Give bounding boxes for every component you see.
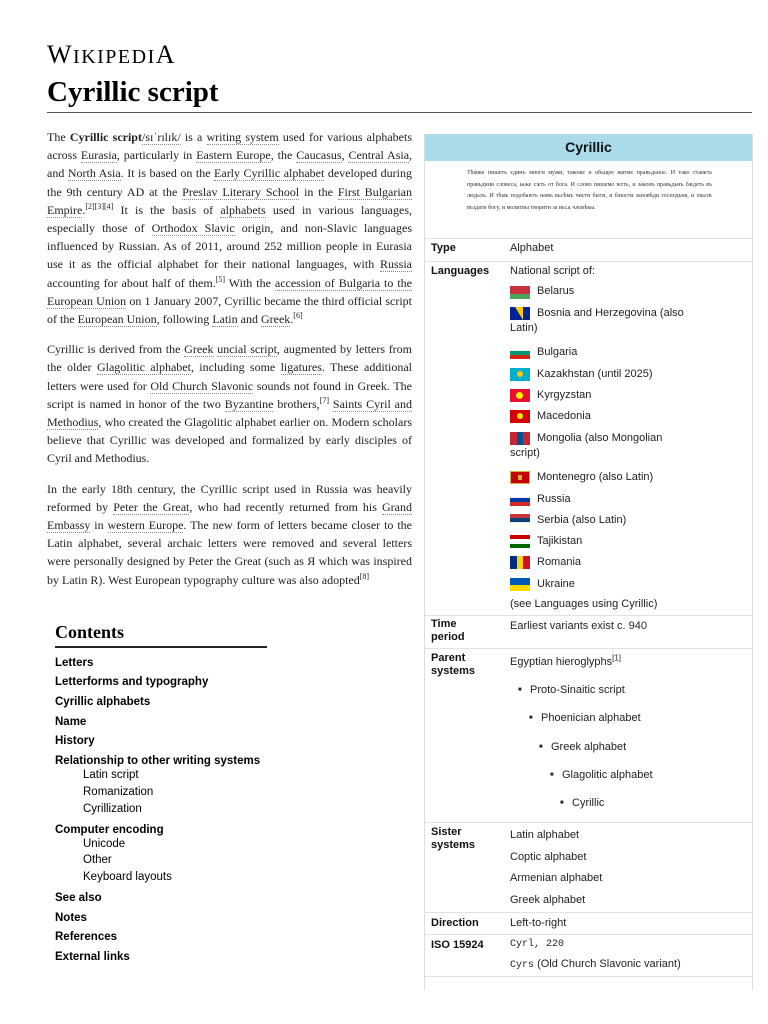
link-grand-embassy[interactable]: Grand Embassy — [47, 499, 412, 533]
cyrillic-sample-image[interactable]: Тѣмже пишеть єдинъ многи мужи, такоже и обьщее житие правьдьное. И тако стаѭть правьдини словеса, ѩже сѫть от бога. И слово пишемо ѥсть, и законъ правьдьнъ бѫдеть въ людьхъ. И тѣмь подобаѥть намъ вьсѣмъ чисти быти, и блюсти заповѣди господьня, и хвалѫ въздати богу, и молитвы творити за вьсѧ чловѣкы. — [467, 170, 712, 211]
link-latin[interactable]: Latin — [212, 312, 238, 327]
row-divider — [425, 615, 752, 616]
iso-code: Cyrl, 220 — [510, 939, 565, 950]
link-european-union[interactable]: European Union — [77, 312, 157, 327]
toc-item[interactable]: Letterforms and typography — [55, 676, 209, 688]
languages-note[interactable]: (see Languages using Cyrillic) — [510, 598, 658, 610]
toc-item[interactable]: External links — [55, 951, 130, 963]
toc-item[interactable]: Computer encoding — [55, 824, 164, 836]
language-item-cont: script) — [510, 447, 540, 459]
toc-subitem[interactable]: Keyboard layouts — [83, 871, 172, 883]
row-divider — [425, 912, 752, 913]
link-uncial-script[interactable]: uncial script — [217, 342, 277, 357]
language-item[interactable]: Macedonia — [537, 410, 591, 422]
link-writing-system[interactable]: writing system — [206, 130, 279, 144]
intro-paragraph: The Cyrillic script/sɪˈrɪlɪk/ is a writing system used for various alphabets across Eurasia, particularly in Eastern Europe, the Caucasus, Central Asia, and North Asia. It is based on the Early Cyrillic alphabet developed during the 9th century AD at the Preslav Literary School in the First Bulgarian Empire.[2][3][4] It is the basis of alphabets used in various languages, especially those of Orthodox Slavic origin, and non-Slavic languages influenced by Russian. As of 2011, around 252 million people in Eurasia use it as the official alphabet for their national languages, with Russia accounting for about half of them.[5] With the accession of Bulgaria to the European Union on 1 January 2007, Cyrillic became the third official script of the European Union, following Latin and Greek.[6] — [47, 130, 413, 327]
type-label: Type — [431, 242, 456, 254]
table-of-contents — [55, 622, 267, 963]
link-alphabets[interactable]: alphabets — [220, 202, 266, 217]
russia-flag-icon — [510, 493, 530, 506]
logo-letter: W — [47, 40, 74, 69]
parent-item[interactable]: ■ Phoenician alphabet — [541, 710, 641, 726]
language-item[interactable]: Kazakhstan (until 2025) — [537, 368, 653, 380]
language-item[interactable]: Ukraine — [537, 578, 575, 590]
link-cyril-methodius[interactable]: Saints Cyril and Methodius — [47, 396, 413, 430]
link-ligatures[interactable]: ligatures — [280, 360, 322, 375]
title-divider — [47, 112, 752, 113]
infobox — [424, 134, 753, 990]
logo-letter: A — [155, 40, 177, 69]
link-peter-the-great[interactable]: Peter the Great — [113, 499, 190, 514]
parent-systems-label: Parent systems — [431, 652, 476, 677]
romania-flag-icon — [510, 556, 530, 569]
link-north-asia[interactable]: North Asia — [67, 166, 121, 181]
link-greek[interactable]: Greek — [184, 342, 214, 357]
montenegro-flag-icon — [510, 471, 530, 484]
link-first-bulgarian-empire[interactable]: First Bulgarian Empire — [47, 184, 413, 217]
toc-item[interactable]: History — [55, 735, 95, 747]
link-byzantine[interactable]: Byzantine — [224, 396, 274, 411]
link-egyptian-hieroglyphs[interactable]: Egyptian hieroglyphs — [510, 656, 613, 668]
time-period-value: Earliest variants exist c. 940 — [510, 620, 647, 632]
kyrgyzstan-flag-icon — [510, 389, 530, 402]
row-divider — [425, 238, 752, 239]
toc-subitem[interactable]: Other — [83, 854, 112, 866]
sister-item[interactable]: Armenian alphabet — [510, 872, 603, 884]
bosnia-flag-icon — [510, 307, 530, 320]
toc-item[interactable]: Cyrillic alphabets — [55, 696, 151, 708]
link-eastern-europe[interactable]: Eastern Europe — [196, 148, 271, 163]
direction-value: Left-to-right — [510, 917, 567, 929]
contents-heading: Contents — [55, 622, 267, 648]
sister-item[interactable]: Latin alphabet — [510, 829, 580, 841]
parent-item[interactable]: ■ Glagolitic alphabet — [562, 767, 653, 783]
time-period-label: Time period — [431, 618, 465, 643]
type-value[interactable]: Alphabet — [510, 242, 554, 254]
sister-item[interactable]: Coptic alphabet — [510, 851, 587, 863]
row-divider — [425, 261, 752, 262]
iso-variant: Cyrs (Old Church Slavonic variant) — [510, 958, 681, 971]
parent-root — [510, 654, 621, 670]
language-item[interactable]: Tajikistan — [537, 535, 583, 547]
tajikistan-flag-icon — [510, 535, 530, 548]
toc-subitem[interactable]: Unicode — [83, 838, 126, 850]
infobox-title: Cyrillic — [425, 134, 752, 161]
page-title: Cyrillic script — [47, 76, 219, 108]
toc-subitem[interactable]: Cyrillization — [83, 803, 142, 815]
toc-subitem[interactable]: Romanization — [83, 786, 154, 798]
serbia-flag-icon — [510, 514, 530, 527]
link-russia[interactable]: Russia — [379, 257, 412, 272]
language-item-cont: Latin) — [510, 322, 538, 334]
row-divider — [425, 976, 752, 977]
mongolia-flag-icon — [510, 432, 530, 445]
link-early-cyrillic[interactable]: Early Cyrillic alphabet — [214, 166, 325, 181]
sister-item[interactable]: Greek alphabet — [510, 894, 586, 906]
pronunciation-link[interactable]: /sɪˈrɪlɪk/ — [141, 130, 181, 144]
history-paragraph: Cyrillic is derived from the Greek uncial script, augmented by letters from the older Glagolitic alphabet, including some ligatures. These additional letters were used for Old Church Slavonic sounds not found in Greek. The script is named in honor of the two Byzantine brothers,[7] Saints Cyril and Methodius, who created the Glagolitic alphabet earlier on. Modern scholars believe that Cyrillic was developed and formalized by early disciples of Cyril and Methodius. — [47, 342, 413, 466]
macedonia-flag-icon — [510, 410, 530, 423]
language-item[interactable]: Bulgaria — [537, 346, 578, 358]
parent-item: ■ Cyrillic — [572, 795, 604, 811]
language-item[interactable]: Bosnia and Herzegovina (also — [537, 307, 684, 319]
wikipedia-logo[interactable] — [47, 40, 176, 70]
link-central-asia[interactable]: Central Asia — [348, 148, 410, 163]
languages-label: Languages — [431, 265, 490, 277]
citation-ref[interactable]: [8] — [359, 571, 370, 581]
toc-subitem[interactable]: Latin script — [83, 769, 139, 781]
link-eurasia[interactable]: Eurasia — [80, 148, 117, 163]
bold-term: Cyrillic script — [69, 130, 142, 144]
bulgaria-flag-icon — [510, 346, 530, 359]
link-preslav[interactable]: Preslav Literary School — [182, 184, 300, 199]
row-divider — [425, 648, 752, 649]
citation-ref[interactable]: [1] — [612, 653, 622, 663]
row-divider — [425, 934, 752, 935]
languages-intro: National script of: — [510, 265, 595, 277]
language-item[interactable]: Belarus — [537, 285, 575, 297]
parent-item[interactable]: ■ Proto-Sinaitic script — [530, 682, 625, 698]
language-item[interactable]: Romania — [537, 556, 582, 568]
language-item[interactable]: Serbia (also Latin) — [537, 514, 627, 526]
ukraine-flag-icon — [510, 578, 530, 591]
link-old-church-slavonic[interactable]: Old Church Slavonic — [150, 378, 254, 393]
language-item[interactable]: Russia — [537, 493, 571, 505]
link-orthodox-slavic[interactable]: Orthodox Slavic — [151, 221, 235, 236]
link-accession-bulgaria[interactable]: accession of Bulgaria to the European Union — [47, 275, 412, 308]
language-item[interactable]: Mongolia (also Mongolian — [537, 432, 663, 444]
kazakhstan-flag-icon — [510, 368, 530, 381]
logo-letters: IKIPEDI — [73, 46, 156, 68]
toc-item[interactable]: See also — [55, 892, 102, 904]
belarus-flag-icon — [510, 286, 530, 299]
row-divider — [425, 822, 752, 823]
toc-item[interactable]: References — [55, 931, 118, 943]
link-caucasus[interactable]: Caucasus — [296, 148, 342, 163]
toc-item[interactable]: Letters — [55, 657, 94, 669]
citation-ref[interactable]: [2][3][4] — [85, 201, 114, 211]
citation-ref[interactable]: [7] — [319, 395, 329, 405]
article-body — [47, 128, 412, 601]
sister-systems-label: Sister systems — [431, 826, 476, 851]
toc-item[interactable]: Notes — [55, 912, 87, 924]
link-western-europe[interactable]: western Europe — [107, 518, 184, 533]
direction-label: Direction — [431, 917, 479, 929]
iso-label: ISO 15924 — [431, 939, 484, 951]
parent-item[interactable]: ■ Greek alphabet — [551, 739, 626, 755]
toc-item[interactable]: Relationship to other writing systems — [55, 755, 261, 767]
language-item[interactable]: Kyrgyzstan — [537, 389, 592, 401]
citation-ref[interactable]: [6] — [293, 311, 303, 321]
link-glagolitic[interactable]: Glagolitic alphabet — [96, 360, 191, 375]
language-item[interactable]: Montenegro (also Latin) — [537, 471, 654, 483]
toc-item[interactable]: Name — [55, 716, 87, 728]
reform-paragraph: In the early 18th century, the Cyrillic script used in Russia was heavily reformed by Peter the Great, who had recently returned from his Grand Embassy in western Europe. The new form of letters became closer to the Latin alphabet, several archaic letters were removed and several letters were personally designed by Peter the Great (such as Я which was inspired by Latin R). West European typography culture was also adopted[8] — [47, 481, 412, 587]
citation-ref[interactable]: [5] — [215, 274, 226, 284]
link-greek[interactable]: Greek — [260, 312, 291, 327]
